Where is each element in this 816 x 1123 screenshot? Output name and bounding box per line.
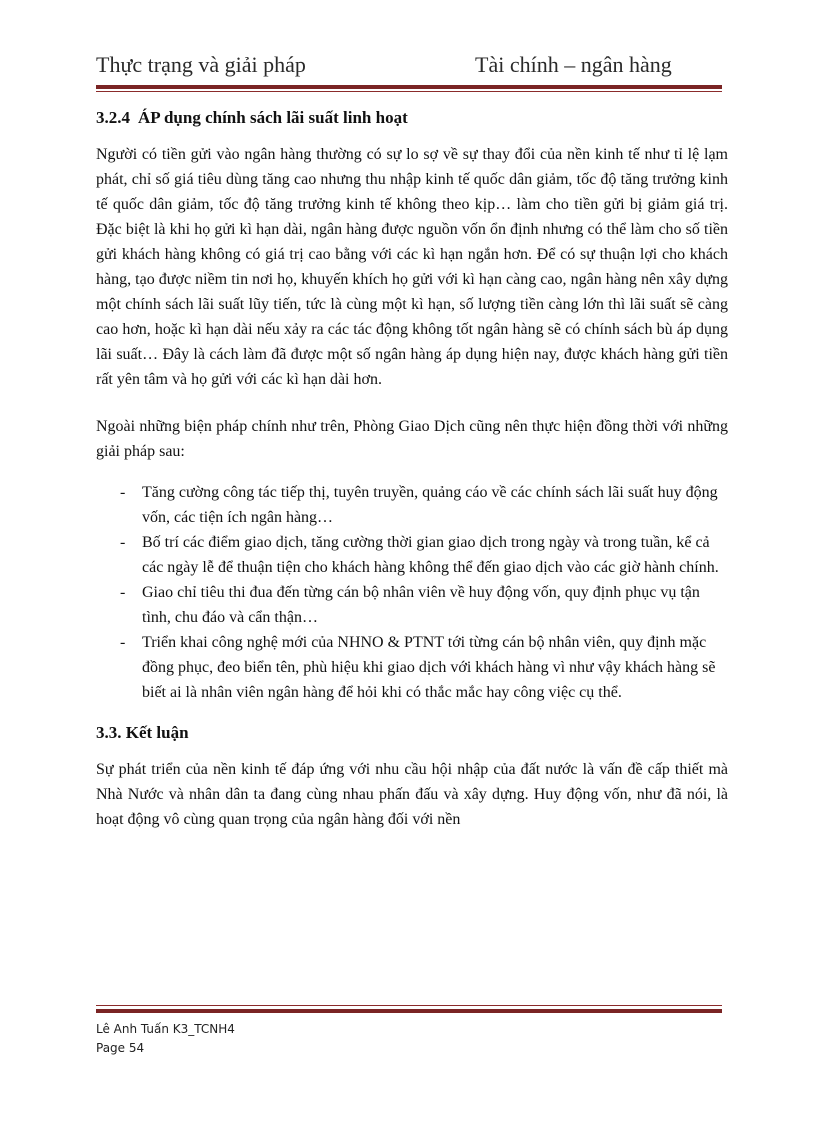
section-number: 3.2.4 (96, 108, 130, 127)
header-rule-thick (96, 85, 722, 89)
header-right-title: Tài chính – ngân hàng (475, 52, 672, 77)
list-item (96, 630, 728, 705)
page-header (96, 50, 721, 84)
list-item-text: Triển khai công nghệ mới của NHNO & PTNT tới từng cán bộ nhân viên, quy định mặc đồng phục, đeo biển tên, phù hiệu khi giao dịch với khách hàng vì như vậy khách hàng sẽ biết ai là nhân viên ngân hàng để hỏi khi có thắc mắc hay công việc cụ thể. (142, 634, 716, 701)
section-heading-3-2-4 (96, 98, 728, 138)
bullet-dash: - (120, 634, 126, 651)
list-item-text: Tăng cường công tác tiếp thị, tuyên truyền, quảng cáo về các chính sách lãi suất huy động vốn, các tiện ích ngân hàng… (142, 484, 718, 526)
list-item (96, 530, 728, 580)
section-title: ÁP dụng chính sách lãi suất linh hoạt (138, 108, 408, 127)
paragraph-other-measures: Ngoài những biện pháp chính như trên, Phòng Giao Dịch cũng nên thực hiện đồng thời với những giải pháp sau: (96, 418, 728, 460)
list-item-text: Bố trí các điểm giao dịch, tăng cường thời gian giao dịch trong ngày và trong tuần, kể cả các ngày lễ để thuận tiện cho khách hàng không thể đến giao dịch vào các giờ hành chính. (142, 534, 719, 576)
footer-author: Lê Anh Tuấn K3_TCNH4 (96, 1022, 235, 1036)
list-item (96, 480, 728, 530)
bullet-dash: - (120, 584, 126, 601)
list-item-text: Giao chỉ tiêu thi đua đến từng cán bộ nhân viên về huy động vốn, quy định phục vụ tận tình, chu đáo và cẩn thận… (142, 584, 700, 626)
solutions-list (96, 480, 728, 705)
header-rule-thin (96, 91, 722, 92)
bullet-dash: - (120, 534, 126, 551)
footer-page-number: Page 54 (96, 1041, 145, 1055)
header-left-title: Thực trạng và giải pháp (96, 52, 306, 77)
page-footer (96, 1020, 235, 1058)
section-heading-3-3: 3.3. Kết luận (96, 723, 189, 742)
bullet-dash: - (120, 484, 126, 501)
paragraph-interest-policy: Người có tiền gửi vào ngân hàng thường có sự lo sợ về sự thay đổi của nền kinh tế như tỉ lệ lạm phát, chỉ số giá tiêu dùng tăng cao nhưng thu nhập kinh tế quốc dân giảm, tốc độ tăng trưởng kinh tế quốc dân giảm, tốc độ tăng trưởng kinh tế không theo kịp… làm cho tiền gửi bị giảm giá trị. Đặc biệt là khi họ gửi kì hạn dài, ngân hàng được nguồn vốn ổn định nhưng có thể làm cho số tiền gửi khách hàng không có giá trị cao bằng với các kì hạn ngắn hơn. Để có sự thuận lợi cho khách hàng, tạo được niềm tin nơi họ, khuyến khích họ gửi với kì hạn càng cao, ngân hàng nên xây dựng một chính sách lãi suất lũy tiến, tức là cùng một kì hạn, số lượng tiền càng lớn thì lãi suất sẽ càng cao hơn, hoặc kì hạn dài nếu xảy ra các tác động không tốt ngân hàng sẽ có chính sách bù áp dụng lãi suất… Đây là cách làm đã được một số ngân hàng áp dụng hiện nay, được khách hàng gửi tiền rất yên tâm và họ gửi với các kì hạn dài hơn. (96, 146, 728, 388)
paragraph-conclusion: Sự phát triển của nền kinh tế đáp ứng với nhu cầu hội nhập của đất nước là vấn đề cấp thiết mà Nhà Nước và nhân dân ta đang cùng nhau phấn đấu và xây dựng. Huy động vốn, như đã nói, là hoạt động vô cùng quan trọng của ngân hàng đối với nền (96, 761, 728, 828)
footer-rule-thin (96, 1005, 722, 1006)
list-item (96, 580, 728, 630)
page-content (96, 98, 728, 832)
footer-rule-thick (96, 1009, 722, 1013)
